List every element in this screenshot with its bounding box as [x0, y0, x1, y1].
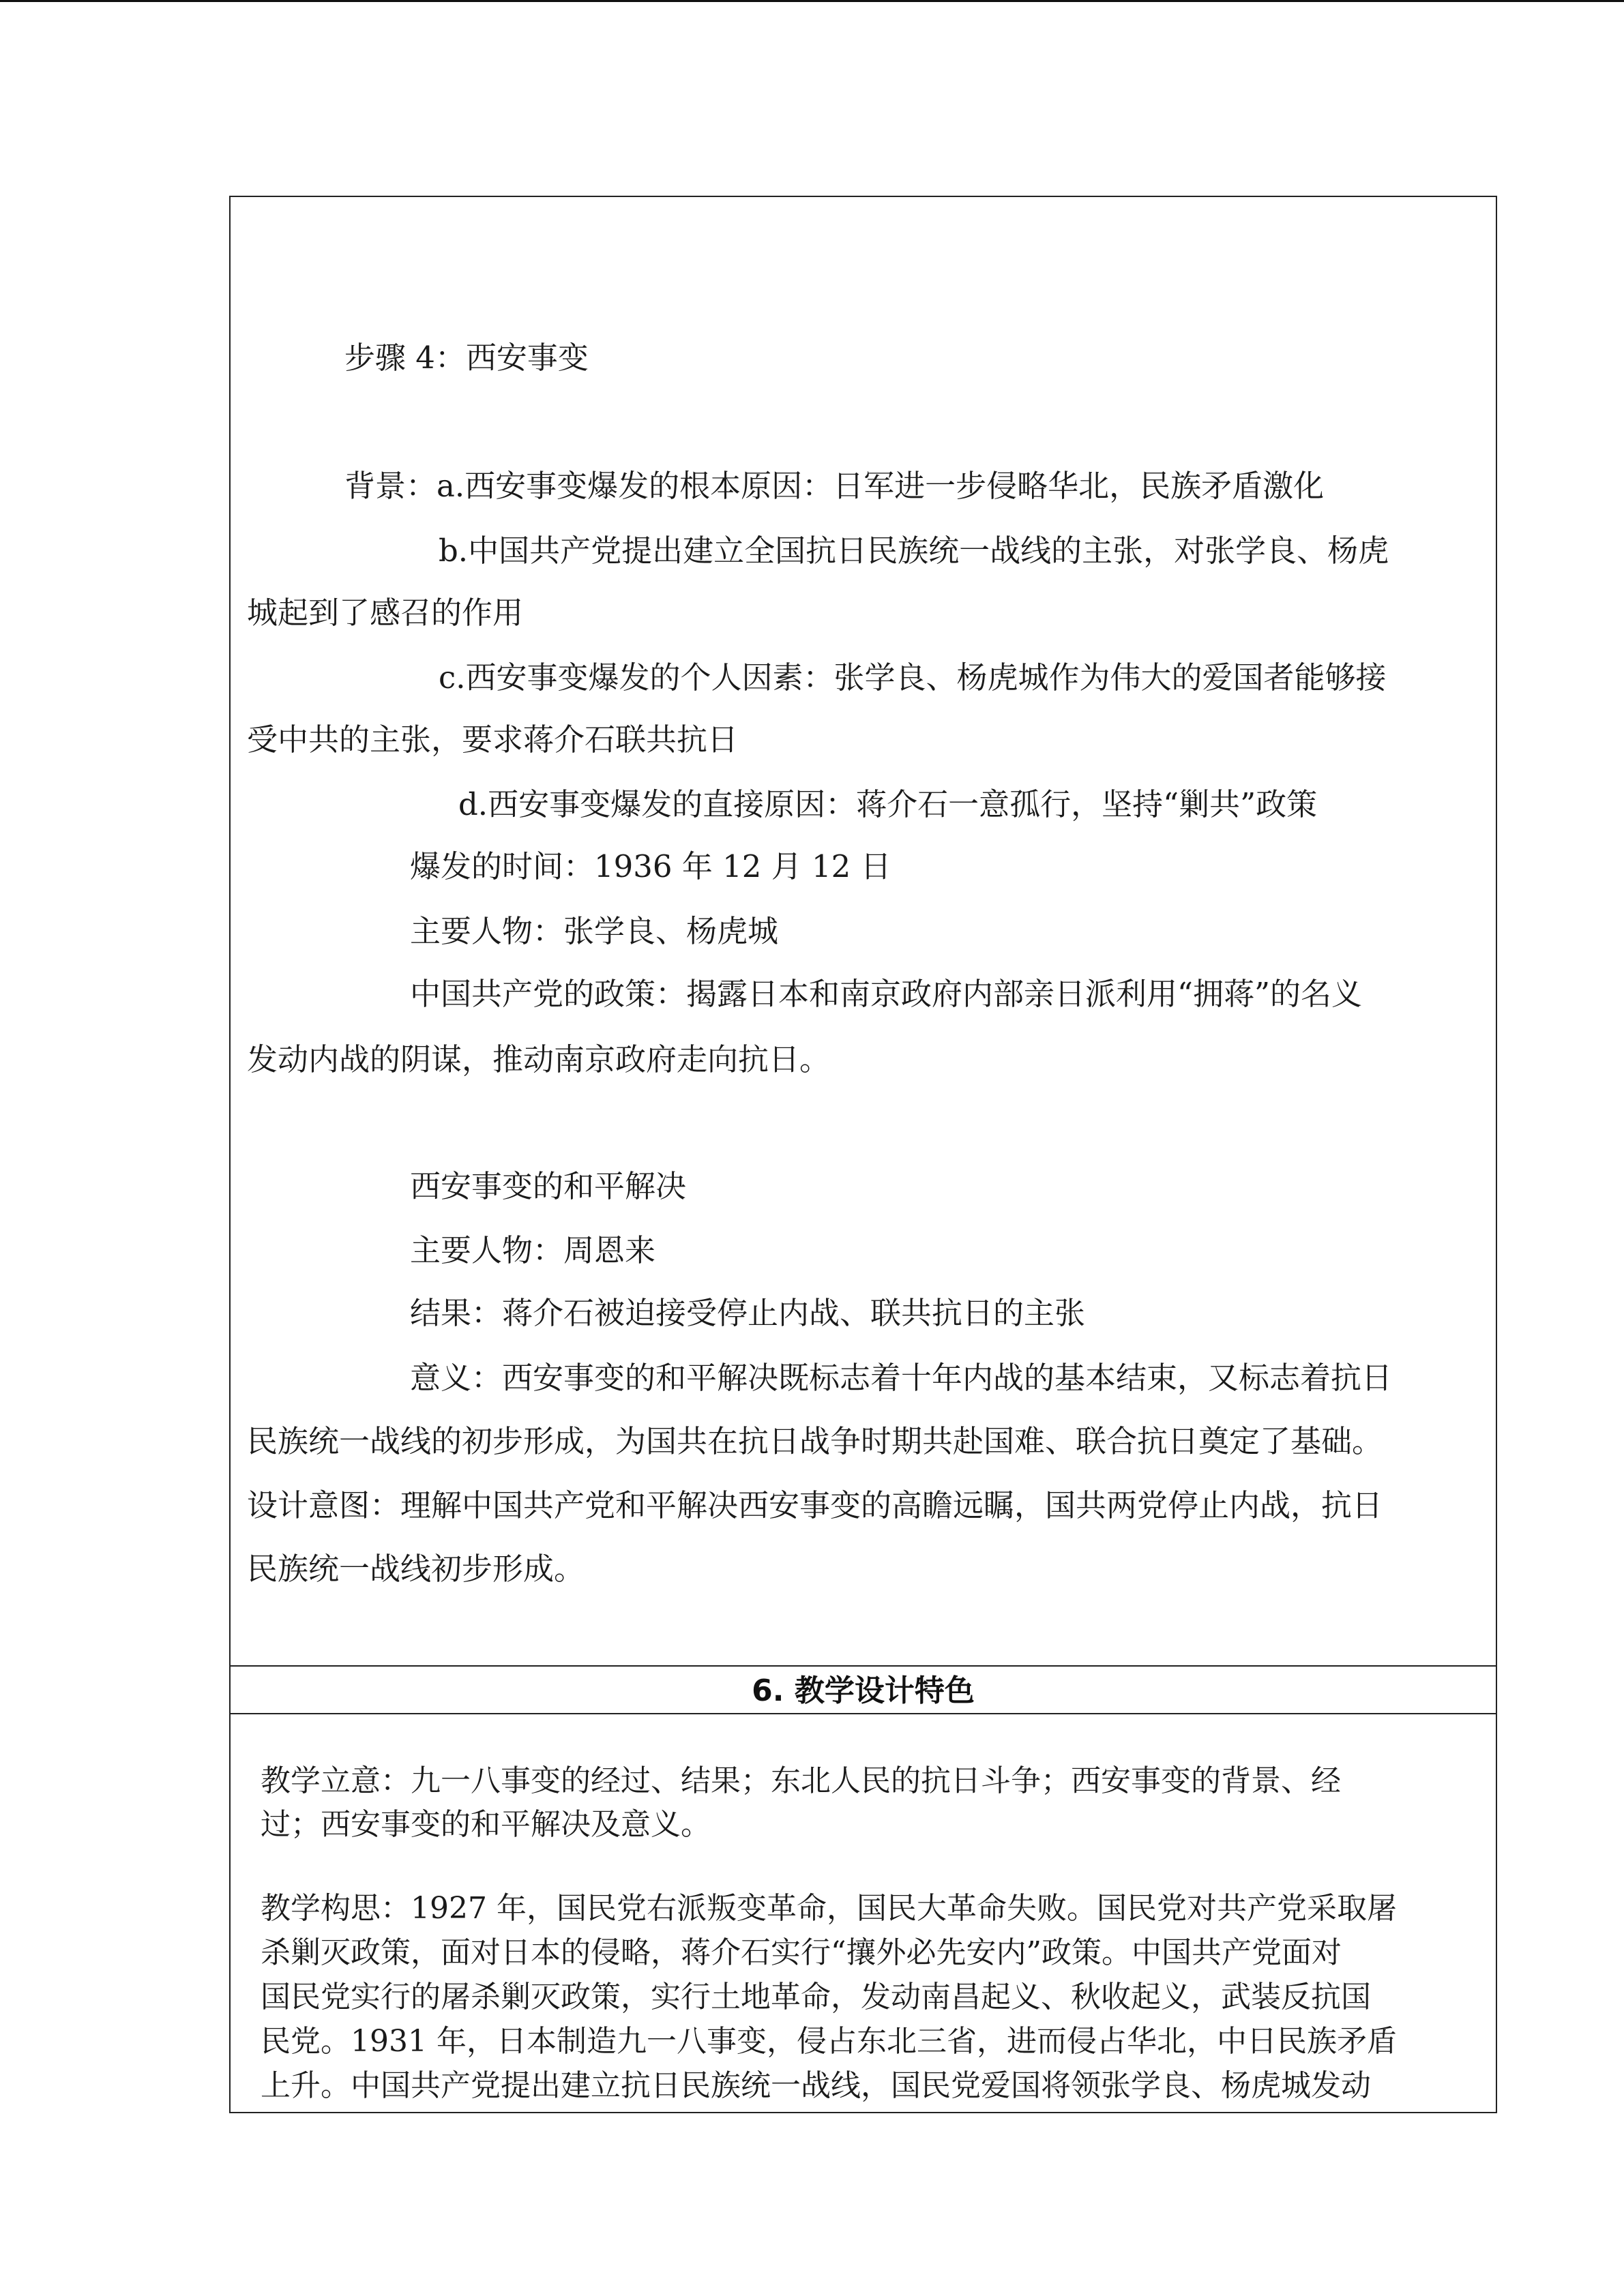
step-title: 步骤 4：西安事变: [344, 340, 589, 376]
peaceful-main-figure: 主要人物：周恩来: [410, 1232, 656, 1268]
cpc-policy-line1: 中国共产党的政策：揭露日本和南京政府内部亲日派利用“拥蒋”的名义: [410, 976, 1363, 1012]
teaching-concept-line4: 民党。1931 年，日本制造九一八事变，侵占东北三省，进而侵占华北，中日民族矛盾: [261, 2024, 1397, 2059]
background-c-line2: 受中共的主张，要求蒋介石联共抗日: [247, 721, 739, 758]
table-divider-top: [229, 1665, 1497, 1667]
background-d: d.西安事变爆发的直接原因：蒋介石一意孤行，坚持“剿共”政策: [458, 786, 1318, 822]
result: 结果：蒋介石被迫接受停止内战、联共抗日的主张: [410, 1295, 1086, 1331]
peaceful-resolution-title: 西安事变的和平解决: [410, 1168, 687, 1204]
background-b-line2: 城起到了感召的作用: [247, 595, 524, 631]
teaching-theme-line2: 过；西安事变的和平解决及意义。: [261, 1807, 711, 1842]
section-heading: 6. 教学设计特色: [752, 1673, 975, 1708]
cpc-policy-line2: 发动内战的阴谋，推动南京政府走向抗日。: [247, 1041, 831, 1077]
teaching-concept-line3: 国民党实行的屠杀剿灭政策，实行土地革命，发动南昌起义、秋收起义，武装反抗国: [261, 1980, 1371, 2014]
significance-line1: 意义：西安事变的和平解决既标志着十年内战的基本结束，又标志着抗日: [410, 1360, 1393, 1396]
design-intent-line2: 民族统一战线初步形成。: [247, 1551, 585, 1587]
significance-line2: 民族统一战线的初步形成，为国共在抗日战争时期共赴国难、联合抗日奠定了基础。: [247, 1423, 1383, 1459]
main-figures: 主要人物：张学良、杨虎城: [410, 913, 779, 949]
page-top-rule: [0, 0, 1624, 2]
background-a: 背景：a.西安事变爆发的根本原因：日军进一步侵略华北，民族矛盾激化: [344, 468, 1325, 504]
teaching-concept-line5: 上升。中国共产党提出建立抗日民族统一战线，国民党爱国将领张学良、杨虎城发动: [261, 2068, 1371, 2103]
teaching-theme-line1: 教学立意：九一八事变的经过、结果；东北人民的抗日斗争；西安事变的背景、经: [261, 1763, 1341, 1798]
teaching-concept-line1: 教学构思：1927 年，国民党右派叛变革命，国民大革命失败。国民党对共产党采取屠: [261, 1891, 1397, 1926]
background-c-line1: c.西安事变爆发的个人因素：张学良、杨虎城作为伟大的爱国者能够接: [439, 659, 1387, 696]
design-intent-line1: 设计意图：理解中国共产党和平解决西安事变的高瞻远瞩，国共两党停止内战，抗日: [247, 1487, 1383, 1523]
teaching-concept-line2: 杀剿灭政策，面对日本的侵略，蒋介石实行“攘外必先安内”政策。中国共产党面对: [261, 1935, 1342, 1970]
outbreak-time: 爆发的时间：1936 年 12 月 12 日: [410, 848, 891, 884]
background-b-line1: b.中国共产党提出建立全国抗日民族统一战线的主张，对张学良、杨虎: [439, 533, 1389, 569]
